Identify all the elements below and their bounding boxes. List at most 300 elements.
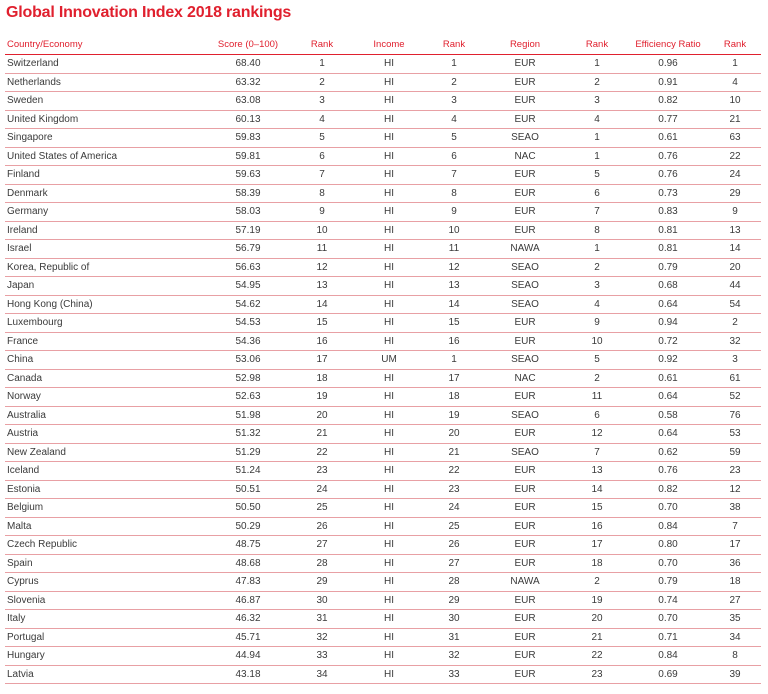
cell-country: Japan <box>5 277 205 296</box>
cell-income: HI <box>353 480 425 499</box>
cell-income-rank: 11 <box>425 240 483 259</box>
cell-country: China <box>5 351 205 370</box>
table-row <box>5 462 761 481</box>
cell-efficiency-ratio: 0.81 <box>627 221 709 240</box>
cell-efficiency-rank: 52 <box>709 388 761 407</box>
cell-score: 59.83 <box>205 129 291 148</box>
cell-income: HI <box>353 628 425 647</box>
cell-income: HI <box>353 221 425 240</box>
cell-rank: 8 <box>291 184 353 203</box>
cell-country: Latvia <box>5 665 205 684</box>
table-row <box>5 369 761 388</box>
cell-region: EUR <box>483 166 567 185</box>
cell-score: 63.32 <box>205 73 291 92</box>
cell-income: HI <box>353 203 425 222</box>
cell-income: HI <box>353 517 425 536</box>
cell-income: HI <box>353 314 425 333</box>
cell-region: EUR <box>483 647 567 666</box>
cell-score: 52.63 <box>205 388 291 407</box>
table-row <box>5 55 761 74</box>
cell-efficiency-rank: 9 <box>709 203 761 222</box>
cell-efficiency-rank: 8 <box>709 647 761 666</box>
cell-income-rank: 1 <box>425 55 483 74</box>
cell-income-rank: 7 <box>425 166 483 185</box>
cell-country: Israel <box>5 240 205 259</box>
cell-income-rank: 25 <box>425 517 483 536</box>
cell-region-rank: 1 <box>567 147 627 166</box>
cell-income: HI <box>353 443 425 462</box>
header-income-rank: Rank <box>425 35 483 55</box>
cell-region: EUR <box>483 92 567 111</box>
cell-efficiency-rank: 2 <box>709 314 761 333</box>
cell-score: 59.81 <box>205 147 291 166</box>
cell-income-rank: 5 <box>425 129 483 148</box>
cell-region: EUR <box>483 628 567 647</box>
cell-region-rank: 19 <box>567 591 627 610</box>
cell-country: Australia <box>5 406 205 425</box>
cell-region-rank: 20 <box>567 610 627 629</box>
table-row <box>5 129 761 148</box>
cell-rank: 15 <box>291 314 353 333</box>
cell-region-rank: 2 <box>567 369 627 388</box>
cell-income: HI <box>353 499 425 518</box>
cell-region: SEAO <box>483 258 567 277</box>
cell-efficiency-ratio: 0.76 <box>627 462 709 481</box>
table-row <box>5 332 761 351</box>
cell-rank: 16 <box>291 332 353 351</box>
cell-country: Switzerland <box>5 55 205 74</box>
cell-region-rank: 22 <box>567 647 627 666</box>
cell-efficiency-ratio: 0.61 <box>627 129 709 148</box>
cell-region: EUR <box>483 73 567 92</box>
cell-efficiency-rank: 54 <box>709 295 761 314</box>
cell-efficiency-rank: 24 <box>709 166 761 185</box>
header-score: Score (0–100) <box>205 35 291 55</box>
cell-country: Singapore <box>5 129 205 148</box>
cell-efficiency-ratio: 0.74 <box>627 591 709 610</box>
cell-region: EUR <box>483 462 567 481</box>
cell-rank: 23 <box>291 462 353 481</box>
cell-income-rank: 28 <box>425 573 483 592</box>
cell-score: 57.19 <box>205 221 291 240</box>
header-region-rank: Rank <box>567 35 627 55</box>
cell-income-rank: 30 <box>425 610 483 629</box>
cell-efficiency-ratio: 0.70 <box>627 499 709 518</box>
cell-efficiency-ratio: 0.71 <box>627 628 709 647</box>
cell-efficiency-ratio: 0.79 <box>627 258 709 277</box>
cell-region-rank: 15 <box>567 499 627 518</box>
cell-efficiency-ratio: 0.70 <box>627 554 709 573</box>
cell-efficiency-rank: 39 <box>709 665 761 684</box>
cell-efficiency-ratio: 0.58 <box>627 406 709 425</box>
cell-efficiency-ratio: 0.69 <box>627 665 709 684</box>
table-row <box>5 314 761 333</box>
cell-country: Iceland <box>5 462 205 481</box>
cell-income-rank: 20 <box>425 425 483 444</box>
cell-region: EUR <box>483 110 567 129</box>
cell-efficiency-rank: 27 <box>709 591 761 610</box>
cell-efficiency-rank: 1 <box>709 55 761 74</box>
cell-efficiency-rank: 76 <box>709 406 761 425</box>
header-region: Region <box>483 35 567 55</box>
cell-rank: 28 <box>291 554 353 573</box>
cell-income: HI <box>353 55 425 74</box>
cell-income-rank: 33 <box>425 665 483 684</box>
table-row <box>5 92 761 111</box>
table-body <box>5 55 761 684</box>
cell-income: HI <box>353 425 425 444</box>
cell-rank: 6 <box>291 147 353 166</box>
cell-score: 51.32 <box>205 425 291 444</box>
cell-efficiency-ratio: 0.64 <box>627 388 709 407</box>
cell-rank: 17 <box>291 351 353 370</box>
cell-efficiency-rank: 17 <box>709 536 761 555</box>
cell-efficiency-ratio: 0.62 <box>627 443 709 462</box>
cell-score: 51.24 <box>205 462 291 481</box>
cell-region: SEAO <box>483 351 567 370</box>
cell-income-rank: 1 <box>425 351 483 370</box>
cell-score: 51.29 <box>205 443 291 462</box>
cell-rank: 25 <box>291 499 353 518</box>
cell-rank: 9 <box>291 203 353 222</box>
cell-score: 48.68 <box>205 554 291 573</box>
cell-income: HI <box>353 129 425 148</box>
header-efficiency-ratio: Efficiency Ratio <box>627 35 709 55</box>
cell-income: HI <box>353 462 425 481</box>
cell-income: UM <box>353 351 425 370</box>
cell-efficiency-ratio: 0.83 <box>627 203 709 222</box>
table-row <box>5 258 761 277</box>
cell-region-rank: 10 <box>567 332 627 351</box>
cell-country: France <box>5 332 205 351</box>
cell-income-rank: 18 <box>425 388 483 407</box>
header-country: Country/Economy <box>5 35 205 55</box>
cell-country: Denmark <box>5 184 205 203</box>
cell-rank: 33 <box>291 647 353 666</box>
cell-score: 53.06 <box>205 351 291 370</box>
cell-income: HI <box>353 73 425 92</box>
cell-efficiency-ratio: 0.79 <box>627 573 709 592</box>
cell-score: 54.53 <box>205 314 291 333</box>
cell-region: EUR <box>483 554 567 573</box>
table-row <box>5 480 761 499</box>
cell-income-rank: 27 <box>425 554 483 573</box>
cell-region-rank: 5 <box>567 351 627 370</box>
cell-income-rank: 26 <box>425 536 483 555</box>
cell-income-rank: 2 <box>425 73 483 92</box>
cell-region: EUR <box>483 203 567 222</box>
cell-region: NAWA <box>483 573 567 592</box>
cell-region-rank: 6 <box>567 184 627 203</box>
cell-income-rank: 21 <box>425 443 483 462</box>
cell-rank: 5 <box>291 129 353 148</box>
table-row <box>5 536 761 555</box>
cell-rank: 11 <box>291 240 353 259</box>
page-title: Global Innovation Index 2018 rankings <box>6 4 292 21</box>
cell-efficiency-ratio: 0.61 <box>627 369 709 388</box>
cell-income: HI <box>353 92 425 111</box>
cell-region-rank: 8 <box>567 221 627 240</box>
cell-rank: 19 <box>291 388 353 407</box>
cell-region-rank: 2 <box>567 573 627 592</box>
header-efficiency-rank: Rank <box>709 35 761 55</box>
cell-income-rank: 6 <box>425 147 483 166</box>
cell-income-rank: 32 <box>425 647 483 666</box>
cell-score: 50.51 <box>205 480 291 499</box>
cell-region: SEAO <box>483 443 567 462</box>
cell-efficiency-ratio: 0.70 <box>627 610 709 629</box>
cell-income-rank: 4 <box>425 110 483 129</box>
cell-rank: 18 <box>291 369 353 388</box>
cell-efficiency-rank: 7 <box>709 517 761 536</box>
cell-efficiency-ratio: 0.76 <box>627 166 709 185</box>
cell-region-rank: 1 <box>567 129 627 148</box>
cell-income-rank: 16 <box>425 332 483 351</box>
header-rank: Rank <box>291 35 353 55</box>
cell-income-rank: 29 <box>425 591 483 610</box>
cell-income: HI <box>353 277 425 296</box>
cell-efficiency-ratio: 0.84 <box>627 517 709 536</box>
table-row <box>5 277 761 296</box>
cell-region: EUR <box>483 221 567 240</box>
cell-region-rank: 2 <box>567 73 627 92</box>
cell-score: 54.36 <box>205 332 291 351</box>
cell-country: Estonia <box>5 480 205 499</box>
cell-efficiency-rank: 3 <box>709 351 761 370</box>
cell-income-rank: 8 <box>425 184 483 203</box>
cell-income: HI <box>353 665 425 684</box>
table-row <box>5 628 761 647</box>
cell-country: Slovenia <box>5 591 205 610</box>
cell-income: HI <box>353 591 425 610</box>
table-row <box>5 240 761 259</box>
cell-score: 56.63 <box>205 258 291 277</box>
table-row <box>5 647 761 666</box>
cell-score: 52.98 <box>205 369 291 388</box>
table-row <box>5 499 761 518</box>
cell-income-rank: 13 <box>425 277 483 296</box>
cell-country: Netherlands <box>5 73 205 92</box>
table-row <box>5 665 761 684</box>
cell-efficiency-ratio: 0.94 <box>627 314 709 333</box>
cell-rank: 20 <box>291 406 353 425</box>
cell-region: EUR <box>483 517 567 536</box>
cell-rank: 27 <box>291 536 353 555</box>
cell-region-rank: 21 <box>567 628 627 647</box>
table-row <box>5 147 761 166</box>
cell-region-rank: 3 <box>567 277 627 296</box>
cell-income: HI <box>353 573 425 592</box>
cell-region-rank: 4 <box>567 295 627 314</box>
cell-income: HI <box>353 554 425 573</box>
cell-region-rank: 4 <box>567 110 627 129</box>
cell-region-rank: 12 <box>567 425 627 444</box>
cell-efficiency-ratio: 0.84 <box>627 647 709 666</box>
table-row <box>5 166 761 185</box>
cell-country: Finland <box>5 166 205 185</box>
cell-score: 50.29 <box>205 517 291 536</box>
cell-income: HI <box>353 610 425 629</box>
cell-region: EUR <box>483 610 567 629</box>
cell-rank: 24 <box>291 480 353 499</box>
cell-income: HI <box>353 166 425 185</box>
cell-region: NAC <box>483 369 567 388</box>
table-row <box>5 184 761 203</box>
cell-score: 45.71 <box>205 628 291 647</box>
cell-income: HI <box>353 147 425 166</box>
cell-efficiency-ratio: 0.72 <box>627 332 709 351</box>
cell-country: Korea, Republic of <box>5 258 205 277</box>
cell-region-rank: 14 <box>567 480 627 499</box>
cell-rank: 13 <box>291 277 353 296</box>
cell-efficiency-rank: 36 <box>709 554 761 573</box>
cell-rank: 3 <box>291 92 353 111</box>
cell-efficiency-rank: 32 <box>709 332 761 351</box>
cell-region: SEAO <box>483 406 567 425</box>
cell-efficiency-rank: 12 <box>709 480 761 499</box>
cell-region-rank: 1 <box>567 240 627 259</box>
table-row <box>5 203 761 222</box>
cell-efficiency-rank: 4 <box>709 73 761 92</box>
cell-efficiency-rank: 23 <box>709 462 761 481</box>
table-row <box>5 591 761 610</box>
table-row <box>5 351 761 370</box>
cell-region: NAWA <box>483 240 567 259</box>
cell-country: Hong Kong (China) <box>5 295 205 314</box>
cell-efficiency-rank: 10 <box>709 92 761 111</box>
cell-rank: 12 <box>291 258 353 277</box>
cell-efficiency-ratio: 0.82 <box>627 92 709 111</box>
cell-region: EUR <box>483 665 567 684</box>
cell-efficiency-ratio: 0.80 <box>627 536 709 555</box>
cell-income: HI <box>353 647 425 666</box>
cell-country: Spain <box>5 554 205 573</box>
cell-efficiency-rank: 18 <box>709 573 761 592</box>
cell-efficiency-ratio: 0.68 <box>627 277 709 296</box>
cell-region-rank: 18 <box>567 554 627 573</box>
header-income: Income <box>353 35 425 55</box>
cell-rank: 14 <box>291 295 353 314</box>
cell-score: 54.62 <box>205 295 291 314</box>
cell-country: Malta <box>5 517 205 536</box>
cell-country: Portugal <box>5 628 205 647</box>
cell-efficiency-ratio: 0.82 <box>627 480 709 499</box>
table-row <box>5 573 761 592</box>
cell-region-rank: 6 <box>567 406 627 425</box>
cell-efficiency-ratio: 0.92 <box>627 351 709 370</box>
cell-income: HI <box>353 258 425 277</box>
cell-score: 54.95 <box>205 277 291 296</box>
cell-income-rank: 10 <box>425 221 483 240</box>
cell-score: 50.50 <box>205 499 291 518</box>
cell-rank: 32 <box>291 628 353 647</box>
cell-income: HI <box>353 240 425 259</box>
cell-income-rank: 31 <box>425 628 483 647</box>
cell-region: EUR <box>483 536 567 555</box>
cell-region-rank: 17 <box>567 536 627 555</box>
cell-country: Canada <box>5 369 205 388</box>
cell-efficiency-ratio: 0.64 <box>627 425 709 444</box>
cell-country: Cyprus <box>5 573 205 592</box>
cell-efficiency-ratio: 0.73 <box>627 184 709 203</box>
cell-efficiency-rank: 14 <box>709 240 761 259</box>
table-row <box>5 443 761 462</box>
cell-income: HI <box>353 332 425 351</box>
table-header <box>5 35 761 55</box>
cell-country: Ireland <box>5 221 205 240</box>
cell-score: 58.03 <box>205 203 291 222</box>
cell-region: EUR <box>483 184 567 203</box>
cell-region: EUR <box>483 425 567 444</box>
cell-income-rank: 12 <box>425 258 483 277</box>
cell-region: EUR <box>483 314 567 333</box>
table-row <box>5 406 761 425</box>
cell-income-rank: 14 <box>425 295 483 314</box>
cell-efficiency-rank: 63 <box>709 129 761 148</box>
cell-efficiency-ratio: 0.81 <box>627 240 709 259</box>
table-row <box>5 295 761 314</box>
cell-rank: 1 <box>291 55 353 74</box>
cell-region: EUR <box>483 55 567 74</box>
cell-efficiency-rank: 13 <box>709 221 761 240</box>
cell-rank: 21 <box>291 425 353 444</box>
cell-country: Austria <box>5 425 205 444</box>
cell-country: Czech Republic <box>5 536 205 555</box>
cell-rank: 30 <box>291 591 353 610</box>
cell-rank: 7 <box>291 166 353 185</box>
table-row <box>5 73 761 92</box>
cell-income-rank: 9 <box>425 203 483 222</box>
cell-country: Belgium <box>5 499 205 518</box>
cell-efficiency-rank: 21 <box>709 110 761 129</box>
cell-income: HI <box>353 406 425 425</box>
cell-rank: 22 <box>291 443 353 462</box>
table-row <box>5 610 761 629</box>
cell-score: 56.79 <box>205 240 291 259</box>
cell-country: United States of America <box>5 147 205 166</box>
cell-country: Germany <box>5 203 205 222</box>
cell-region-rank: 5 <box>567 166 627 185</box>
cell-region-rank: 23 <box>567 665 627 684</box>
cell-score: 51.98 <box>205 406 291 425</box>
cell-income: HI <box>353 295 425 314</box>
cell-efficiency-rank: 61 <box>709 369 761 388</box>
cell-score: 60.13 <box>205 110 291 129</box>
cell-income-rank: 24 <box>425 499 483 518</box>
cell-region: EUR <box>483 591 567 610</box>
cell-efficiency-rank: 53 <box>709 425 761 444</box>
cell-region-rank: 13 <box>567 462 627 481</box>
cell-efficiency-rank: 29 <box>709 184 761 203</box>
cell-rank: 29 <box>291 573 353 592</box>
table-row <box>5 110 761 129</box>
cell-efficiency-rank: 20 <box>709 258 761 277</box>
cell-rank: 10 <box>291 221 353 240</box>
cell-score: 43.18 <box>205 665 291 684</box>
cell-efficiency-rank: 44 <box>709 277 761 296</box>
table-row <box>5 517 761 536</box>
cell-score: 63.08 <box>205 92 291 111</box>
cell-income: HI <box>353 369 425 388</box>
cell-income: HI <box>353 388 425 407</box>
cell-region-rank: 3 <box>567 92 627 111</box>
cell-score: 44.94 <box>205 647 291 666</box>
cell-country: New Zealand <box>5 443 205 462</box>
cell-country: United Kingdom <box>5 110 205 129</box>
cell-rank: 31 <box>291 610 353 629</box>
cell-country: Hungary <box>5 647 205 666</box>
cell-region-rank: 16 <box>567 517 627 536</box>
